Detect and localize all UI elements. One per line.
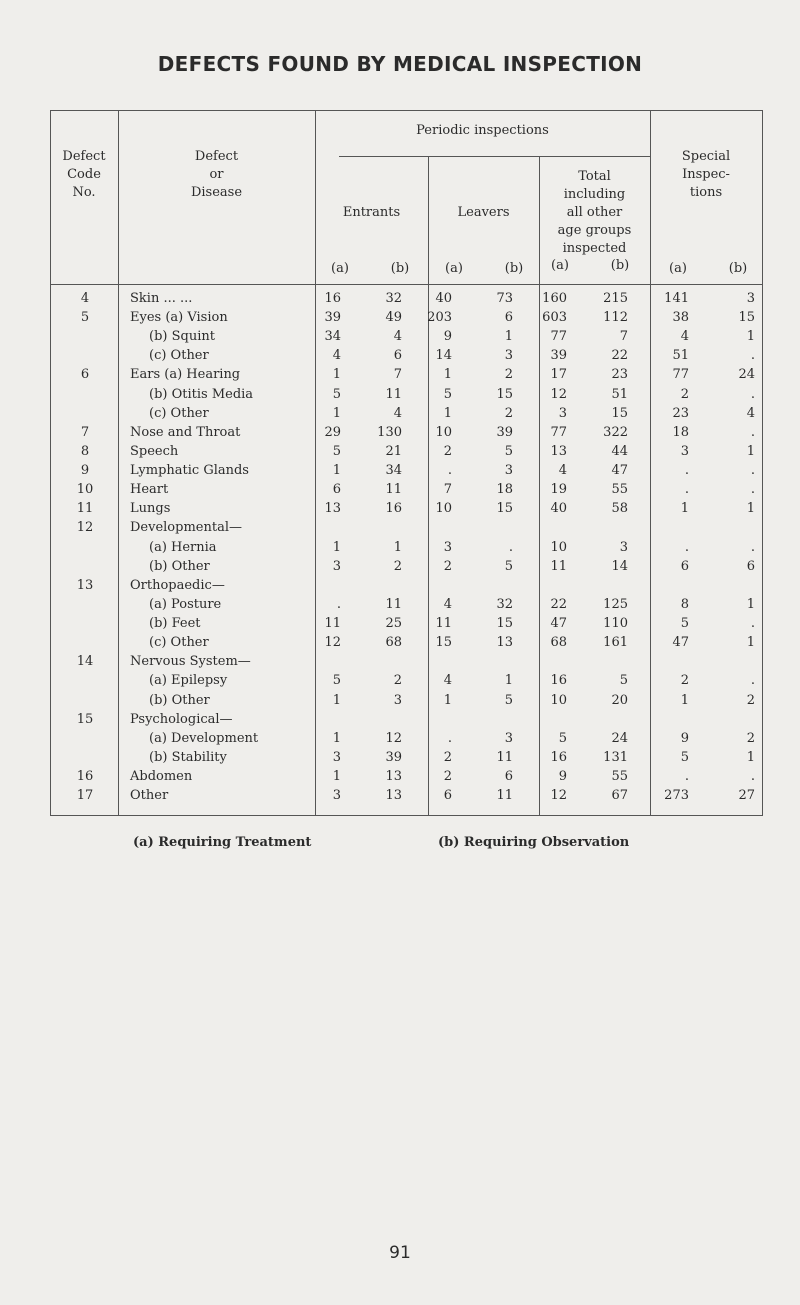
- table-cell: 1: [393, 539, 402, 555]
- subheader-a: (a): [445, 261, 463, 276]
- defect-label: Lymphatic Glands: [130, 463, 249, 479]
- header-line: all other: [566, 205, 623, 220]
- header-line: No.: [72, 185, 96, 200]
- table-cell: 1: [443, 692, 452, 708]
- right-border: [762, 110, 763, 816]
- table-cell: 10: [550, 692, 567, 708]
- table-cell: 39: [550, 348, 567, 364]
- header-line: Disease: [190, 185, 243, 200]
- defects-table: [50, 110, 763, 816]
- table-cell: 4: [558, 463, 567, 479]
- table-cell: 130: [377, 424, 402, 440]
- header-defect-code: [50, 148, 118, 202]
- table-cell: 3: [680, 443, 689, 459]
- table-cell: 68: [550, 635, 567, 651]
- table-bottom-rule: [50, 815, 763, 816]
- table-cell: 4: [393, 405, 402, 421]
- table-cell: 3: [619, 539, 628, 555]
- table-cell: 17: [550, 367, 567, 383]
- defect-code: 13: [76, 577, 94, 593]
- table-cell: 5: [619, 673, 628, 689]
- table-cell: .: [684, 463, 689, 479]
- table-cell: 44: [611, 443, 628, 459]
- table-cell: .: [750, 769, 755, 784]
- table-cell: 5: [680, 749, 689, 765]
- table-cell: 12: [550, 386, 567, 402]
- defect-code: 5: [80, 310, 90, 326]
- defect-code: 8: [80, 443, 90, 459]
- table-cell: 141: [664, 291, 689, 306]
- table-cell: 25: [385, 616, 402, 632]
- table-cell: 3: [558, 405, 567, 421]
- table-cell: 49: [385, 310, 402, 326]
- table-cell: 18: [672, 424, 689, 440]
- subheader-b: (b): [610, 258, 630, 273]
- header-leavers: Leavers: [457, 205, 510, 220]
- header-line: including: [563, 187, 626, 202]
- table-cell: 51: [611, 386, 628, 402]
- table-top-rule: [50, 110, 763, 111]
- table-cell: 39: [324, 310, 341, 326]
- left-border: [50, 110, 51, 816]
- table-cell: 20: [611, 692, 628, 708]
- table-cell: 1: [680, 692, 689, 708]
- table-cell: 7: [393, 367, 402, 383]
- table-cell: 47: [611, 463, 628, 479]
- table-cell: 1: [332, 769, 341, 784]
- table-cell: 6: [443, 788, 452, 804]
- table-cell: 5: [332, 386, 341, 402]
- table-cell: 12: [385, 730, 402, 746]
- col-divider-code: [118, 110, 119, 816]
- table-cell: 13: [385, 769, 402, 784]
- table-cell: 161: [603, 635, 628, 651]
- table-cell: 27: [738, 788, 755, 804]
- header-line: Inspec-: [682, 167, 730, 182]
- table-cell: 22: [611, 348, 628, 364]
- header-line: Defect: [194, 149, 239, 164]
- table-cell: 160: [542, 291, 567, 306]
- defect-label: (a) Posture: [149, 596, 222, 612]
- table-cell: 3: [504, 730, 513, 746]
- periodic-sub-rule: [339, 156, 650, 157]
- subheader-a: (a): [551, 258, 569, 273]
- table-cell: 273: [664, 788, 689, 804]
- table-cell: 14: [611, 558, 628, 574]
- table-cell: 125: [603, 596, 628, 612]
- table-cell: 3: [332, 749, 341, 765]
- table-cell: 6: [504, 769, 513, 784]
- table-cell: 3: [443, 539, 452, 555]
- table-cell: 16: [550, 749, 567, 765]
- header-line: Special: [681, 149, 731, 164]
- table-cell: 11: [385, 386, 402, 402]
- defect-code: 4: [80, 291, 90, 306]
- table-cell: 322: [603, 424, 628, 440]
- table-cell: 22: [550, 596, 567, 612]
- table-cell: 4: [443, 596, 452, 612]
- table-cell: 2: [746, 730, 755, 746]
- table-cell: 5: [504, 692, 513, 708]
- table-cell: 2: [504, 367, 513, 383]
- table-cell: 23: [672, 405, 689, 421]
- table-cell: 55: [611, 769, 628, 784]
- table-cell: 9: [680, 730, 689, 746]
- table-cell: 73: [496, 291, 513, 306]
- table-cell: 77: [550, 424, 567, 440]
- defect-label: (a) Development: [149, 730, 259, 746]
- table-cell: 23: [611, 367, 628, 383]
- table-cell: 2: [443, 558, 452, 574]
- table-cell: 4: [332, 348, 341, 364]
- header-line: Code: [67, 167, 101, 182]
- table-cell: 12: [550, 788, 567, 804]
- defect-code: 12: [76, 520, 94, 536]
- page-number: 91: [389, 1243, 411, 1263]
- table-cell: 3: [393, 692, 402, 708]
- defect-label: (b) Other: [149, 692, 210, 708]
- defect-code: 17: [76, 788, 94, 804]
- table-cell: 47: [550, 616, 567, 632]
- header-entrants: Entrants: [342, 205, 401, 220]
- table-cell: 10: [435, 501, 452, 517]
- table-cell: 55: [611, 482, 628, 498]
- table-cell: 1: [746, 443, 755, 459]
- defect-label: (b) Squint: [149, 329, 215, 345]
- table-cell: 67: [611, 788, 628, 804]
- defect-label: Psychological—: [130, 711, 233, 727]
- table-cell: 6: [504, 310, 513, 326]
- table-cell: 7: [619, 329, 628, 345]
- table-cell: 5: [443, 386, 452, 402]
- table-cell: 13: [385, 788, 402, 804]
- table-cell: 40: [435, 291, 452, 306]
- table-cell: 34: [324, 329, 341, 345]
- table-cell: 47: [672, 635, 689, 651]
- page-title: DEFECTS FOUND BY MEDICAL INSPECTION: [157, 52, 643, 76]
- defect-label: Speech: [130, 443, 179, 459]
- table-cell: .: [750, 482, 755, 498]
- defect-label: (b) Other: [149, 558, 210, 574]
- table-cell: 9: [558, 769, 567, 784]
- header-periodic: Periodic inspections: [416, 123, 549, 138]
- table-cell: .: [684, 539, 689, 555]
- table-cell: 11: [385, 596, 402, 612]
- table-cell: 58: [611, 501, 628, 517]
- table-cell: 1: [332, 367, 341, 383]
- subheader-b: (b): [390, 261, 410, 276]
- table-cell: 4: [680, 329, 689, 345]
- table-cell: 68: [385, 635, 402, 651]
- defect-label: (c) Other: [149, 348, 209, 364]
- table-cell: 5: [332, 443, 341, 459]
- table-cell: 24: [738, 367, 755, 383]
- table-cell: 5: [332, 673, 341, 689]
- defect-code: 14: [76, 654, 94, 670]
- table-cell: 16: [385, 501, 402, 517]
- defect-label: Heart: [130, 482, 169, 498]
- table-cell: 1: [332, 692, 341, 708]
- defect-code: 10: [76, 482, 94, 498]
- table-cell: .: [750, 386, 755, 402]
- table-cell: 2: [393, 673, 402, 689]
- subheader-b: (b): [504, 261, 524, 276]
- table-cell: .: [447, 730, 452, 746]
- table-cell: 1: [443, 405, 452, 421]
- table-cell: 34: [385, 463, 402, 479]
- footnote-a: (a) Requiring Treatment: [133, 835, 312, 850]
- table-cell: .: [750, 424, 755, 440]
- table-cell: 13: [496, 635, 513, 651]
- header-line: age groups: [557, 223, 632, 238]
- table-cell: 2: [680, 673, 689, 689]
- table-cell: 15: [496, 386, 513, 402]
- defect-label: (a) Hernia: [149, 539, 217, 555]
- defect-label: Skin ... ...: [130, 291, 193, 306]
- table-cell: 77: [550, 329, 567, 345]
- table-cell: 13: [550, 443, 567, 459]
- table-cell: 2: [443, 443, 452, 459]
- table-cell: 13: [324, 501, 341, 517]
- table-cell: 3: [504, 463, 513, 479]
- table-cell: 32: [385, 291, 402, 306]
- table-cell: .: [750, 673, 755, 689]
- table-cell: 1: [746, 501, 755, 517]
- table-cell: 2: [680, 386, 689, 402]
- table-cell: 21: [385, 443, 402, 459]
- table-cell: 11: [385, 482, 402, 498]
- defect-label: Orthopaedic—: [130, 577, 225, 593]
- table-cell: .: [750, 463, 755, 479]
- table-cell: .: [750, 616, 755, 632]
- table-cell: 32: [496, 596, 513, 612]
- defect-code: 9: [80, 463, 90, 479]
- table-cell: 24: [611, 730, 628, 746]
- defect-label: (b) Stability: [149, 749, 227, 765]
- table-cell: 18: [496, 482, 513, 498]
- table-cell: 1: [332, 730, 341, 746]
- table-cell: 4: [443, 673, 452, 689]
- table-cell: 19: [550, 482, 567, 498]
- subheader-a: (a): [669, 261, 687, 276]
- table-cell: 11: [435, 616, 452, 632]
- table-cell: 11: [496, 749, 513, 765]
- defect-code: 7: [80, 424, 90, 440]
- header-bottom-rule: [50, 284, 763, 285]
- table-cell: 5: [504, 558, 513, 574]
- subheader-b: (b): [728, 261, 748, 276]
- defect-label: Eyes (a) Vision: [130, 310, 228, 326]
- table-cell: 11: [324, 616, 341, 632]
- header-defect-disease: [118, 148, 315, 202]
- defect-label: (b) Feet: [149, 616, 201, 632]
- header-line: Defect: [62, 149, 106, 164]
- header-line: inspected: [562, 241, 627, 256]
- table-cell: 3: [504, 348, 513, 364]
- defect-label: Abdomen: [130, 769, 193, 784]
- table-cell: 12: [324, 635, 341, 651]
- table-cell: 77: [672, 367, 689, 383]
- table-cell: .: [750, 348, 755, 364]
- table-cell: .: [336, 596, 341, 612]
- table-cell: 3: [332, 788, 341, 804]
- table-cell: .: [684, 482, 689, 498]
- defect-code: 16: [76, 769, 94, 784]
- defect-label: Ears (a) Hearing: [130, 367, 241, 383]
- table-cell: 7: [443, 482, 452, 498]
- subheader-a: (a): [331, 261, 349, 276]
- table-cell: 6: [746, 558, 755, 574]
- table-cell: 38: [672, 310, 689, 326]
- table-cell: 16: [550, 673, 567, 689]
- table-cell: 15: [738, 310, 755, 326]
- header-line: or: [209, 167, 224, 182]
- table-cell: 110: [603, 616, 628, 632]
- table-cell: 5: [558, 730, 567, 746]
- table-cell: 15: [435, 635, 452, 651]
- table-cell: 1: [504, 329, 513, 345]
- header-line: Total: [578, 169, 611, 184]
- table-cell: .: [750, 539, 755, 555]
- table-cell: 1: [746, 635, 755, 651]
- table-cell: 2: [504, 405, 513, 421]
- table-cell: 1: [746, 329, 755, 345]
- table-cell: 16: [324, 291, 341, 306]
- table-cell: 4: [746, 405, 755, 421]
- defect-label: Developmental—: [130, 520, 242, 536]
- table-cell: 6: [332, 482, 341, 498]
- table-cell: 4: [393, 329, 402, 345]
- table-cell: .: [447, 463, 452, 479]
- defect-label: (a) Epilepsy: [149, 673, 228, 689]
- table-cell: 6: [680, 558, 689, 574]
- table-cell: 2: [443, 769, 452, 784]
- table-cell: 1: [332, 405, 341, 421]
- table-cell: 3: [746, 291, 755, 306]
- table-cell: 5: [504, 443, 513, 459]
- table-cell: .: [684, 769, 689, 784]
- table-cell: 2: [393, 558, 402, 574]
- table-cell: 1: [746, 596, 755, 612]
- defect-code: 15: [76, 711, 94, 727]
- table-cell: 9: [443, 329, 452, 345]
- footnote-b: (b) Requiring Observation: [438, 835, 630, 850]
- header-line: tions: [689, 185, 723, 200]
- defect-code: 11: [76, 501, 94, 517]
- table-cell: 39: [496, 424, 513, 440]
- table-cell: 1: [332, 463, 341, 479]
- table-cell: 1: [332, 539, 341, 555]
- header-special: [650, 148, 762, 202]
- table-cell: 5: [680, 616, 689, 632]
- table-cell: 29: [324, 424, 341, 440]
- table-cell: 131: [603, 749, 628, 765]
- table-cell: 215: [603, 291, 628, 306]
- table-cell: 2: [443, 749, 452, 765]
- defect-label: (b) Otitis Media: [149, 386, 254, 402]
- table-cell: 1: [680, 501, 689, 517]
- table-cell: 11: [496, 788, 513, 804]
- defect-label: Lungs: [130, 501, 171, 517]
- header-total: [539, 168, 650, 258]
- table-cell: 10: [550, 539, 567, 555]
- table-cell: 1: [443, 367, 452, 383]
- defect-label: Nose and Throat: [130, 424, 241, 440]
- table-cell: 10: [435, 424, 452, 440]
- table-cell: 2: [746, 692, 755, 708]
- table-cell: 39: [385, 749, 402, 765]
- table-cell: 15: [611, 405, 628, 421]
- table-cell: 14: [435, 348, 452, 364]
- defect-code: 6: [80, 367, 90, 383]
- table-cell: 15: [496, 501, 513, 517]
- table-cell: 15: [496, 616, 513, 632]
- table-cell: 11: [550, 558, 567, 574]
- table-cell: 203: [427, 310, 452, 326]
- table-cell: 1: [746, 749, 755, 765]
- defect-label: (c) Other: [149, 635, 209, 651]
- table-cell: 603: [542, 310, 567, 326]
- table-cell: 6: [393, 348, 402, 364]
- table-cell: 8: [680, 596, 689, 612]
- defect-label: (c) Other: [149, 405, 209, 421]
- defect-label: Other: [130, 788, 169, 804]
- table-cell: 51: [672, 348, 689, 364]
- table-cell: 3: [332, 558, 341, 574]
- table-cell: 1: [504, 673, 513, 689]
- table-cell: 112: [603, 310, 628, 326]
- defect-label: Nervous System—: [130, 654, 251, 670]
- table-cell: 40: [550, 501, 567, 517]
- table-cell: .: [508, 539, 513, 555]
